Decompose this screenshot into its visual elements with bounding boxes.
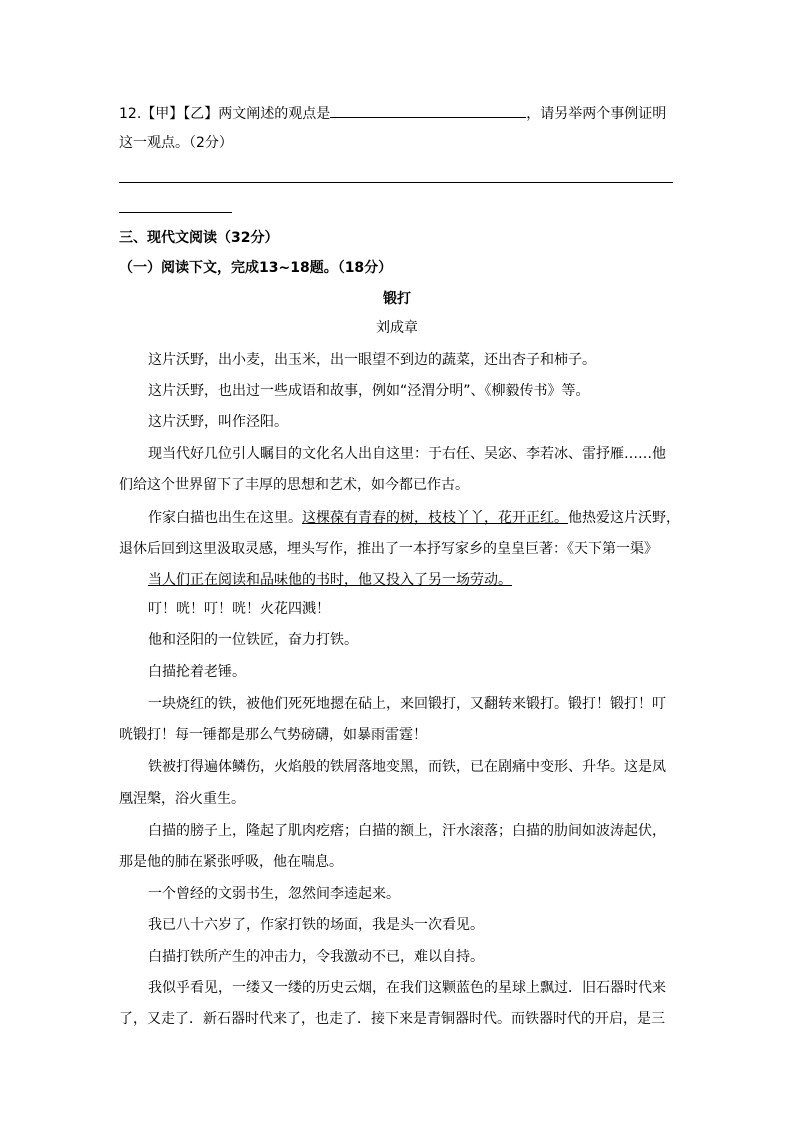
paragraph-line: 退休后回到这里汲取灵感，埋头写作，推出了一本抒写家乡的皇皇巨著：《天下第一渠》 xyxy=(119,541,658,557)
paragraph-line xyxy=(148,509,680,527)
question-12-prefix: 12.【甲】【乙】两文阐述的观点是 xyxy=(119,106,331,122)
answer-line-2[interactable] xyxy=(119,212,232,213)
paragraph-line: 一个曾经的文弱书生，忽然间李逵起来。 xyxy=(148,886,400,902)
text: 作家白描也出生在这里。 xyxy=(148,510,302,526)
article-title: 锻打 xyxy=(383,291,411,307)
paragraph-line: 咣锻打！每一锤都是那么气势磅礴，如暴雨雷霆！ xyxy=(119,727,427,743)
paragraph-line: 我似乎看见，一缕又一缕的历史云烟，在我们这颗蓝色的星球上飘过．旧石器时代来 xyxy=(148,980,666,996)
paragraph-line: 白描的膀子上，隆起了肌肉疙瘩；白描的额上，汗水滚落；白描的肋间如波涛起伏， xyxy=(148,823,666,839)
section-subheading: （一）阅读下文，完成13~18题。（18分） xyxy=(119,260,393,276)
paragraph-line: 了，又走了．新石器时代来了，也走了．接下来是青铜器时代。而铁器时代的开启，是三 xyxy=(119,1011,665,1027)
paragraph-line: 们给这个世界留下了丰厚的思想和艺术，如今都已作古。 xyxy=(119,477,469,493)
paragraph-line: 一块烧红的铁，被他们死死地摁在砧上，来回锻打，又翻转来锻打。锻打！锻打！叮 xyxy=(148,696,666,712)
paragraph-line: 那是他的肺在紧张呼吸，他在喘息。 xyxy=(119,854,343,870)
paragraph-line: 白描抡着老锤。 xyxy=(148,664,246,680)
paragraph-line: 铁被打得遍体鳞伤，火焰般的铁屑落地变黑，而铁，已在剧痛中变形、升华。这是凤 xyxy=(148,759,666,775)
paragraph-line: 白描打铁所产生的冲击力，令我激动不已，难以自持。 xyxy=(148,949,484,965)
underlined-sentence: 当人们正在阅读和品味他的书时，他又投入了另一场劳动。 xyxy=(148,572,512,588)
underlined-sentence: 这棵葆有青春的树，枝枝丫丫，花开正红。 xyxy=(302,510,568,526)
answer-blank[interactable] xyxy=(330,103,526,118)
question-12-line-2: 这一观点。（2分） xyxy=(119,135,233,151)
paragraph-line: 这片沃野，出小麦，出玉米，出一眼望不到边的蔬菜，还出杏子和柿子。 xyxy=(148,352,596,368)
paragraph-line: 他和泾阳的一位铁匠，奋力打铁。 xyxy=(148,632,358,648)
paragraph-line: 这片沃野，也出过一些成语和故事，例如“泾渭分明”、《柳毅传书》等。 xyxy=(148,383,590,399)
paragraph-line: 凰涅槃，浴火重生。 xyxy=(119,791,245,807)
answer-line-1[interactable] xyxy=(119,182,673,183)
paragraph-line: 这片沃野，叫作泾阳。 xyxy=(148,414,288,430)
text: 他热爱这片沃野， xyxy=(568,510,680,526)
paragraph-line: 我已八十六岁了，作家打铁的场面，我是头一次看见。 xyxy=(148,917,484,933)
article-author: 刘成章 xyxy=(376,320,418,336)
paragraph-line: 叮！咣！叮！咣！火花四溅！ xyxy=(148,601,330,617)
paragraph-line: 现当代好几位引人瞩目的文化名人出自这里：于右任、吴宓、李若冰、雷抒雁……他 xyxy=(148,446,666,462)
question-12-suffix: ，请另举两个事例证明 xyxy=(526,106,667,122)
section-heading: 三、现代文阅读（32分） xyxy=(119,230,279,246)
question-12-line-1 xyxy=(119,103,666,123)
